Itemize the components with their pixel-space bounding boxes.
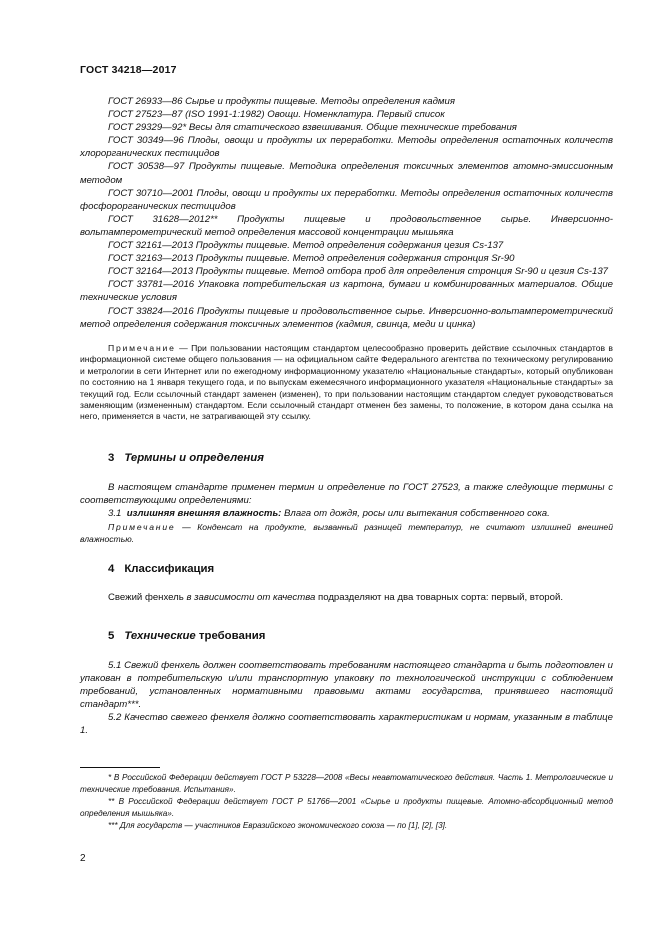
paragraph-5-2: 5.2 Качество свежего фенхеля должно соответствовать характеристикам и нормам, указанным в таблице 1. (80, 712, 613, 737)
reference-item: ГОСТ 33824—2016 Продукты пищевые и продовольственное сырье. Инверсионно-вольтамперометрический метод определения содержания токсичных элементов (кадмия, свинца, меди и цинка) (80, 305, 613, 330)
term: излишняя внешняя влажность: (126, 508, 282, 520)
classification-text-c: подразделяют на два товарных сорта: первый, второй. (315, 592, 564, 603)
reference-item: ГОСТ 32161—2013 Продукты пищевые. Метод определения содержания цезия Cs-137 (108, 240, 504, 252)
section-number: 4 (108, 563, 115, 575)
reference-item: ГОСТ 31628—2012** Продукты пищевые и продовольственное сырье. Инверсионно-вольтамперометрический метод определения массовой концентрации мышьяка (80, 213, 613, 238)
term-note-text: — Конденсат на продукте, вызванный разницей температур, не считают излишней внешней влажностью. (80, 522, 613, 544)
normative-references-list (80, 95, 613, 331)
paragraph-5-1: 5.1 Свежий фенхель должен соответствовать требованиям настоящего стандарта и быть подготовлен и упакован в потребительскую и/или транспортную упаковку по технологической инструкции с соблюдением требований, установленных нормативными правовыми актами государства, принявшего настоящий стандарт***. (80, 660, 613, 711)
section-3-body (80, 481, 613, 520)
section-number: 3 (108, 452, 115, 464)
section-title: Термины и определения (124, 452, 264, 464)
footnote-item: ** В Российской Федерации действует ГОСТ Р 51766—2001 «Сырье и продукты пищевые. Атомно-абсорбционный метод определения мышьяка». (80, 797, 613, 818)
reference-item: ГОСТ 26933—86 Сырье и продукты пищевые. Методы определения кадмия (108, 96, 455, 107)
footnote-item: *** Для государств — участников Евразийского экономического союза — по [1], [2], [3]. (108, 821, 448, 830)
reference-item: ГОСТ 30538—97 Продукты пищевые. Методика определения токсичных элементов атомно-эмиссионным методом (80, 161, 613, 186)
reference-item: ГОСТ 32163—2013 Продукты пищевые. Метод определения содержания стронция Sr-90 (108, 253, 515, 265)
footnote-item: * В Российской Федерации действует ГОСТ Р 53228—2008 «Весы неавтоматического действия. Часть 1. Метрологические и технические требования. Испытания». (80, 773, 613, 794)
term-note (80, 521, 613, 545)
section-title: Классификация (124, 563, 215, 575)
reference-item: ГОСТ 33781—2016 Упаковка потребительская из картона, бумаги и комбинированных материалов. Общие технические условия (80, 279, 613, 304)
reference-item: ГОСТ 27523—87 (ISO 1991-1:1982) Овощи. Номенклатура. Первый список (108, 109, 445, 121)
classification-text-a: Свежий фенхель (108, 592, 187, 603)
page-number: 2 (80, 853, 86, 864)
term-number: 3.1 (108, 508, 122, 520)
footnote-divider (80, 767, 160, 768)
section-title-b: требования (195, 630, 266, 642)
section-5-heading (108, 630, 265, 642)
note-text: — При пользовании настоящим стандартом целесообразно проверить действие ссылочных стандартов в информационной системе общего пользования — на официальном сайте Федерального агентства по техническому регулированию и метрологии в сети Интернет или по ежегодному информационному указателю «Национальные стандарты», который опубликован по состоянию на 1 января текущего года, и по выпускам ежемесячного информационного указателя «Национальные стандарты» за текущий год. Если ссылочный стандарт заменен (изменен), то при пользовании настоящим стандартом следует руководствоваться заменяющим (измененным) стандартом. Если ссылочный стандарт отменен без замены, то положение, в котором дана ссылка на него, применяется в части, не затрагивающей эту ссылку. (80, 343, 613, 422)
reference-item: ГОСТ 30349—96 Плоды, овощи и продукты их переработки. Методы определения остаточных количеств хлорорганических пестицидов (80, 135, 613, 160)
term-note-label: Примечание (108, 522, 176, 532)
references-note (80, 343, 613, 423)
section-5-body (80, 659, 613, 738)
page-header: ГОСТ 34218—2017 (80, 64, 177, 76)
section-3-heading (108, 452, 264, 464)
definition: Влага от дождя, росы или вытекания собственного сока. (281, 508, 550, 520)
reference-item: ГОСТ 29329—92* Весы для статического взвешивания. Общие технические требования (108, 122, 517, 134)
note-label: Примечание (108, 343, 176, 353)
footnotes (80, 772, 613, 832)
classification-text-b: в зависимости от качества (186, 592, 316, 603)
section-number: 5 (108, 630, 115, 642)
section-4-body (80, 591, 613, 604)
reference-item: ГОСТ 30710—2001 Плоды, овощи и продукты их переработки. Методы определения остаточных количеств фосфорорганических пестицидов (80, 187, 613, 212)
section-title-a: Технические (124, 630, 196, 642)
term-definition (80, 507, 613, 520)
section-3-intro: В настоящем стандарте применен термин и определение по ГОСТ 27523, а также следующие термины с соответствующими определениями: (80, 482, 613, 507)
section-4-heading (108, 563, 214, 575)
reference-item: ГОСТ 32164—2013 Продукты пищевые. Метод отбора проб для определения стронция Sr-90 и цезия Cs-137 (108, 266, 608, 278)
